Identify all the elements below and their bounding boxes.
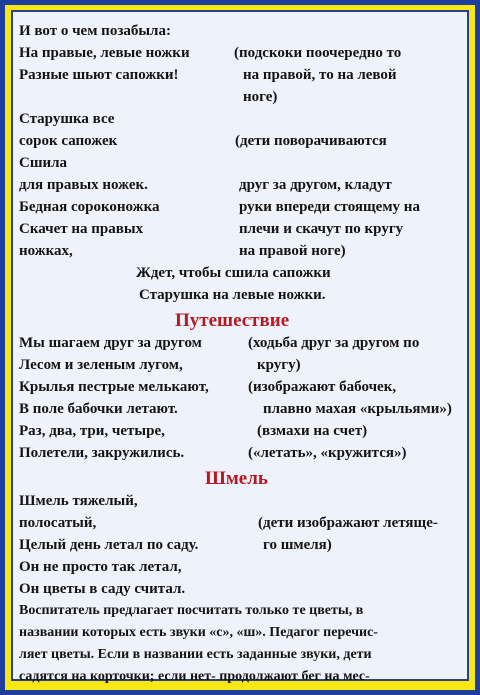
text-line: названии которых есть звуки «с», «ш». Педагог перечис- — [19, 625, 378, 640]
page — [11, 10, 469, 684]
section-title: Путешествие — [175, 310, 290, 331]
text-line: Бедная сороконожка — [19, 199, 160, 215]
text-line: го шмеля) — [263, 537, 332, 553]
text-line: На правые, левые ножки — [19, 45, 190, 61]
text-line: Он не просто так летал, — [19, 559, 182, 575]
text-line: кругу) — [257, 357, 301, 373]
text-line: ножках, — [19, 243, 73, 259]
text-line: Он цветы в саду считал. — [19, 581, 186, 597]
text-line: сорок сапожек — [19, 133, 118, 149]
text-line: («летать», «кружится») — [248, 445, 407, 461]
text-line: Крылья пестрые мелькают, — [19, 379, 209, 395]
text-line: Раз, два, три, четыре, — [19, 423, 165, 439]
text-line: на правой, то на левой — [243, 67, 397, 83]
text-line: полосатый, — [19, 515, 97, 531]
text-line: Целый день летал по саду. — [19, 537, 199, 553]
text-line: ноге) — [243, 89, 278, 105]
text-line: (дети изображают летяще- — [258, 515, 438, 531]
text-line: Сшила — [19, 155, 68, 171]
text-line: руки впереди стоящему на — [239, 199, 420, 215]
text-line: Скачет на правых — [19, 221, 144, 237]
text-line: садятся на корточки; если нет- продолжают бег на мес- — [19, 669, 370, 684]
text-line: (взмахи на счет) — [257, 423, 368, 439]
text-line: (дети поворачиваются — [235, 133, 387, 149]
text-line: (подскоки поочередно то — [234, 45, 402, 61]
text-line: Разные шьют сапожки! — [19, 67, 179, 83]
text-line: В поле бабочки летают. — [19, 401, 178, 417]
text-line: для правых ножек. — [19, 177, 148, 193]
text-line: ляет цветы. Если в названии есть заданные звуки, дети — [19, 647, 372, 662]
text-line: Лесом и зеленым лугом, — [19, 357, 183, 373]
text-line: Полетели, закружились. — [19, 445, 185, 461]
text-line: Воспитатель предлагает посчитать только те цветы, в — [19, 603, 364, 618]
text-line: Старушка на левые ножки. — [139, 287, 326, 303]
text-line: плечи и скачут по кругу — [239, 221, 404, 237]
text-line: Шмель тяжелый, — [19, 493, 138, 509]
text-line: друг за другом, кладут — [239, 177, 392, 193]
text-line: плавно махая «крыльями») — [263, 401, 452, 417]
text-line: И вот о чем позабыла: — [19, 23, 171, 39]
text-line: на правой ноге) — [239, 243, 346, 259]
text-line: Мы шагаем друг за другом — [19, 335, 202, 351]
text-line: (изображают бабочек, — [248, 379, 397, 395]
text-line: Старушка все — [19, 111, 115, 127]
text-line: (ходьба друг за другом по — [248, 335, 420, 351]
text-line: Ждет, чтобы сшила сапожки — [136, 265, 331, 281]
section-title: Шмель — [205, 468, 268, 489]
